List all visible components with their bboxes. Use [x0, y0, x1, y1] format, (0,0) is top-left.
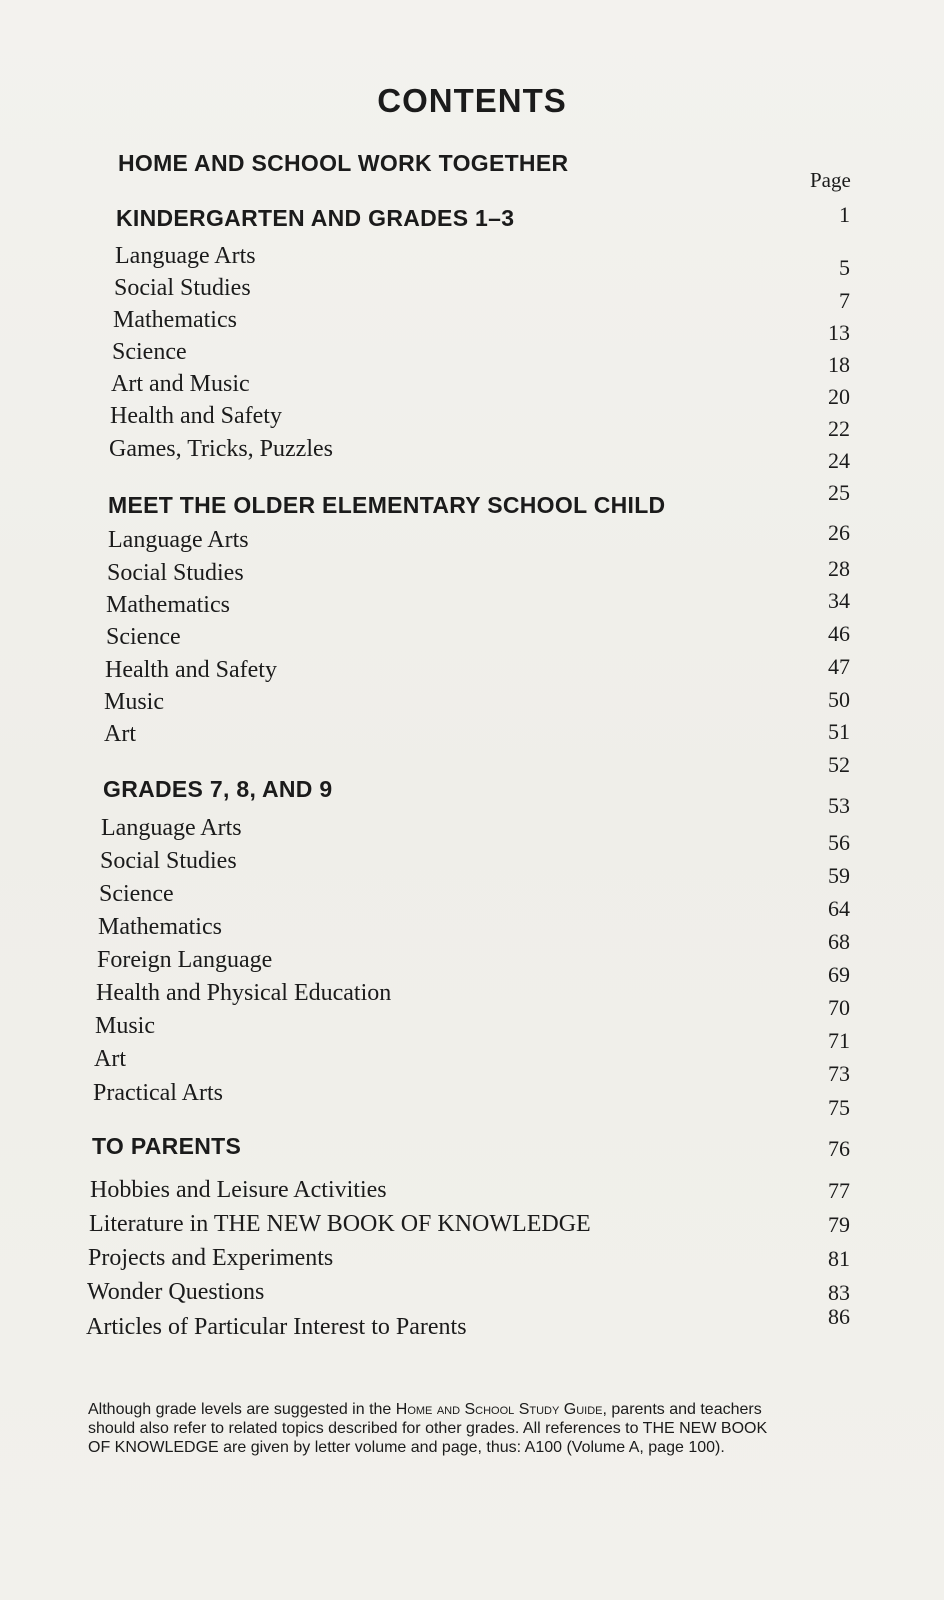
toc-item: Health and Safety [105, 657, 277, 683]
toc-page-number: 77 [828, 1178, 850, 1203]
toc-page-number: 70 [828, 995, 850, 1020]
toc-page-number: 69 [828, 962, 850, 987]
toc-item: Articles of Particular Interest to Parents [86, 1314, 467, 1340]
section-page-number: 1 [839, 202, 850, 227]
section-page-number: 53 [828, 793, 850, 818]
toc-item: Art [104, 721, 136, 747]
toc-page-number: 13 [828, 320, 850, 345]
toc-page-number: 47 [828, 654, 850, 679]
toc-item: Music [95, 1013, 155, 1039]
page-title: CONTENTS [377, 82, 567, 119]
toc-page-number: 73 [828, 1061, 850, 1086]
toc-item: Games, Tricks, Puzzles [109, 436, 333, 462]
toc-item: Social Studies [100, 848, 237, 874]
toc-page-number: 79 [828, 1212, 850, 1237]
section-heading: TO PARENTS [92, 1133, 242, 1159]
toc-page-number: 46 [828, 621, 850, 646]
toc-page-number: 81 [828, 1246, 850, 1271]
toc-item: Art [94, 1046, 126, 1072]
toc-page-number: 20 [828, 384, 850, 409]
toc-page-number: 22 [828, 416, 850, 441]
toc-item: Science [99, 881, 174, 907]
toc-page-number: 7 [839, 288, 850, 313]
section-page-number: 76 [828, 1136, 850, 1161]
toc-item: Language Arts [115, 243, 256, 269]
footnote-text-end: , parents and teachers should also refer to related topics described for other grades. All references to THE NEW BOOK OF KNOWLEDGE are given by letter volume and page, thus: A100 (Volume A, page 100). [88, 1401, 768, 1456]
section-heading: MEET THE OLDER ELEMENTARY SCHOOL CHILD [108, 492, 666, 518]
toc-item: Practical Arts [93, 1080, 223, 1106]
toc-page-number: 86 [828, 1304, 850, 1329]
toc-item: Foreign Language [97, 947, 273, 973]
toc-item: Social Studies [114, 275, 251, 301]
toc-item: Projects and Experiments [88, 1245, 334, 1271]
toc-item: Health and Physical Education [96, 980, 392, 1006]
footnote-text-start: Although grade levels are suggested in the [88, 1401, 396, 1418]
toc-item: Literature in THE NEW BOOK OF KNOWLEDGE [89, 1211, 591, 1237]
footnote [88, 1400, 788, 1457]
toc-item: Language Arts [108, 527, 249, 553]
page-column-header: Page [810, 168, 851, 192]
toc-item: Social Studies [107, 560, 244, 586]
toc-page-number: 56 [828, 830, 850, 855]
toc-page-number: 18 [828, 352, 850, 377]
toc-item: Hobbies and Leisure Activities [90, 1177, 387, 1203]
toc-page-number: 25 [828, 480, 850, 505]
toc-item: Language Arts [101, 815, 242, 841]
toc-page-number: 51 [828, 719, 850, 744]
toc-page-number: 24 [828, 448, 850, 473]
section-page-number: 5 [839, 255, 850, 280]
toc-page-number: 68 [828, 929, 850, 954]
toc-item: Mathematics [106, 592, 230, 618]
toc-item: Music [104, 689, 164, 715]
toc-page-number: 83 [828, 1280, 850, 1305]
toc-page-number: 52 [828, 752, 850, 777]
toc-page-number: 64 [828, 896, 850, 921]
section-heading: GRADES 7, 8, AND 9 [103, 776, 333, 802]
toc-page-number: 34 [828, 588, 850, 613]
toc-item: Mathematics [98, 914, 222, 940]
study-guide-name: Home and School Study Guide [395, 1401, 603, 1418]
toc-item: Mathematics [113, 307, 237, 333]
toc-item: Science [112, 339, 187, 365]
section-page-number: 26 [828, 520, 850, 545]
toc-item: Health and Safety [110, 403, 282, 429]
section-heading: HOME AND SCHOOL WORK TOGETHER [118, 150, 569, 176]
toc-page-number: 28 [828, 556, 850, 581]
toc-item: Art and Music [111, 371, 250, 397]
section-heading: KINDERGARTEN AND GRADES 1–3 [116, 205, 515, 231]
toc-page-number: 75 [828, 1095, 850, 1120]
toc-page-number: 71 [828, 1028, 850, 1053]
toc-item: Wonder Questions [87, 1279, 265, 1305]
toc-page-number: 50 [828, 687, 850, 712]
toc-item: Science [106, 624, 181, 650]
toc-page-number: 59 [828, 863, 850, 888]
